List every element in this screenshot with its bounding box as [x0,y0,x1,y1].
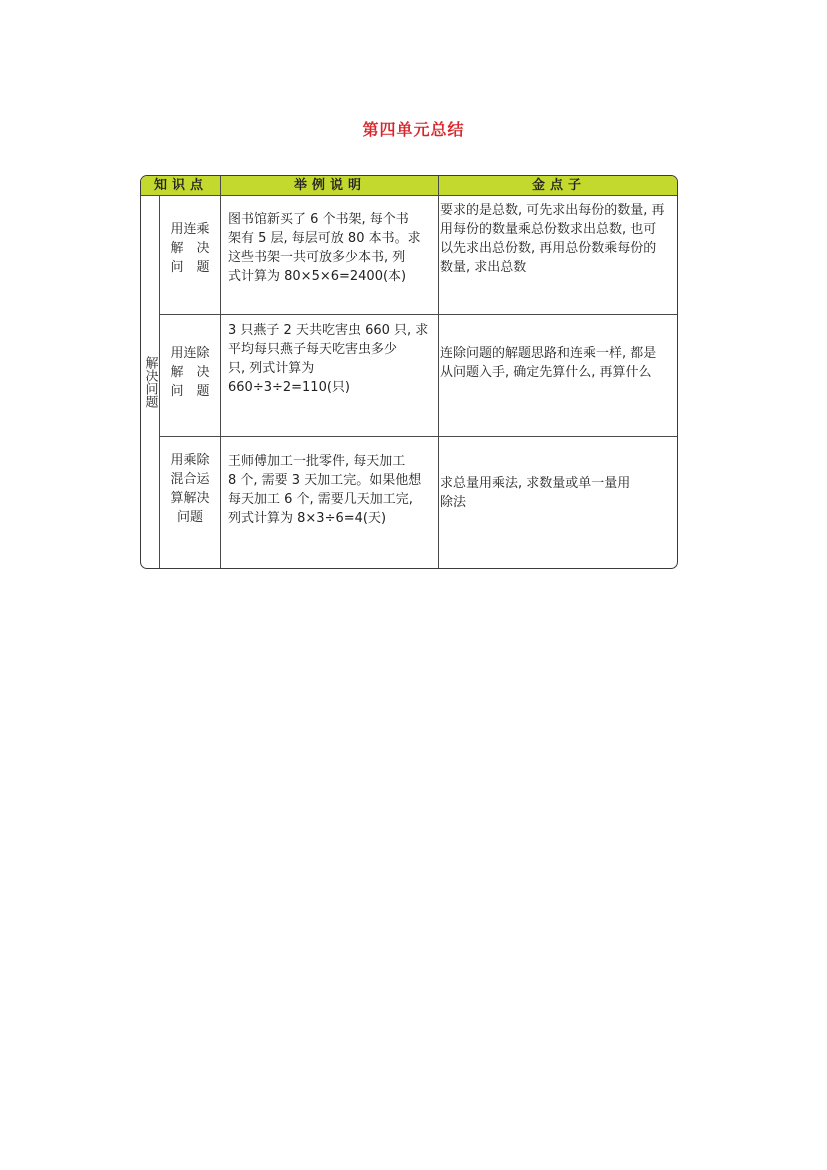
example-line: 每天加工 6 个, 需要几天加工完, [228,492,413,507]
tip-line: 用每份的数量乘总份数求出总数, 也可 [440,222,657,237]
topic-line: 解 决 [170,365,210,380]
summary-table [140,175,678,569]
column-divider [438,176,439,568]
topic-line: 混合运 [170,472,210,487]
topic-line: 问 题 [170,260,210,275]
category-label: 解决问题 [142,356,158,408]
tip-line: 以先求出总份数, 再用总份数乘每份的 [440,241,657,256]
topic-line: 解 决 [170,241,210,256]
topic-line: 算解决 [170,491,210,506]
table-row-topic [160,451,220,527]
table-row-example [228,321,438,397]
row-divider [160,314,677,315]
table-row-topic [160,220,220,277]
example-line: 660÷3÷2=110(只) [228,380,350,395]
example-line: 平均每只燕子每天吃害虫多少 [228,342,398,357]
topic-line: 用乘除 [170,453,210,468]
topic-line: 用连乘 [170,222,210,237]
header-example: 举例说明 [221,176,439,196]
tip-line: 从问题入手, 确定先算什么, 再算什么 [440,365,652,380]
example-line: 王师傅加工一批零件, 每天加工 [228,454,406,469]
example-line: 只, 列式计算为 [228,361,315,376]
table-row-example [228,210,438,286]
example-line: 8 个, 需要 3 天加工完。如果他想 [228,473,422,488]
table-row-tip [440,201,678,277]
tip-line: 除法 [440,495,467,510]
example-line: 架有 5 层, 每层可放 80 本书。求 [228,231,421,246]
topic-line: 问 题 [170,384,210,399]
topic-line: 用连除 [170,346,210,361]
table-row-example [228,452,438,528]
table-row-tip [440,474,678,512]
tip-line: 要求的是总数, 可先求出每份的数量, 再 [440,203,665,218]
table-row-tip [440,344,678,382]
row-divider [160,436,677,437]
page-title: 第四单元总结 [362,120,465,139]
example-line: 式计算为 80×5×6=2400(本) [228,269,407,284]
header-knowledge-point: 知识点 [141,176,221,196]
example-line: 列式计算为 8×3÷6=4(天) [228,511,387,526]
example-line: 图书馆新买了 6 个书架, 每个书 [228,212,409,227]
topic-line: 问题 [176,510,203,525]
example-line: 3 只燕子 2 天共吃害虫 660 只, 求 [228,323,429,338]
example-line: 这些书架一共可放多少本书, 列 [228,250,406,265]
column-divider [220,176,221,568]
tip-line: 数量, 求出总数 [440,260,527,275]
header-golden-tip: 金点子 [439,176,678,196]
table-row-topic [160,344,220,401]
tip-line: 求总量用乘法, 求数量或单一量用 [440,476,631,491]
tip-line: 连除问题的解题思路和连乘一样, 都是 [440,346,657,361]
